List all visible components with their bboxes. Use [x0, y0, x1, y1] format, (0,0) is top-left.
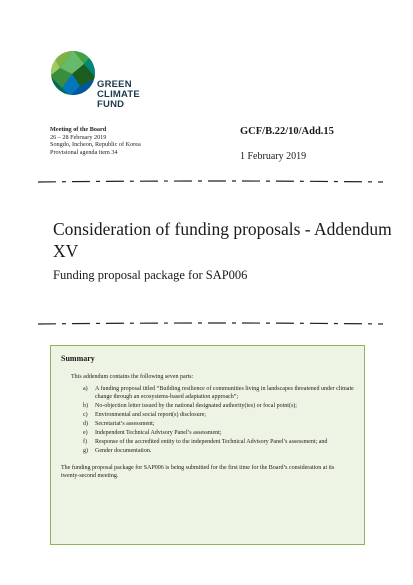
- page-subtitle: Funding proposal package for SAP006: [53, 268, 248, 282]
- bottom-divider: [38, 322, 383, 326]
- summary-intro: This addendum contains the following seven parts:: [71, 374, 194, 380]
- list-marker: f): [83, 438, 87, 445]
- list-text: Gender documentation.: [95, 447, 152, 454]
- list-text: A funding proposal titled “Building resilience of communities living in landscapes threatened under climate change through an ecosystems-based adaptation approach”;: [95, 386, 354, 400]
- logo-line-3: FUND: [97, 99, 125, 110]
- logo-wordmark: [97, 80, 140, 110]
- list-item: [83, 386, 354, 401]
- gcf-logo: [50, 50, 150, 110]
- list-marker: g): [83, 447, 88, 454]
- globe-icon: [50, 50, 96, 96]
- list-item: [83, 421, 354, 429]
- summary-box: [50, 345, 365, 545]
- meeting-location: Songdo, Incheon, Republic of Korea: [50, 141, 141, 149]
- agenda-item: Provisional agenda item 34: [50, 148, 118, 156]
- list-marker: e): [83, 429, 88, 436]
- summary-list: [83, 386, 354, 455]
- list-item: [83, 439, 354, 447]
- meeting-dates: 26 – 28 February 2019: [50, 133, 107, 141]
- list-marker: c): [83, 411, 88, 418]
- list-item: [83, 448, 354, 456]
- page-title: Consideration of funding proposals - Addendum XV: [53, 219, 392, 261]
- list-marker: a): [83, 386, 88, 392]
- top-divider: [38, 180, 383, 184]
- list-marker: d): [83, 420, 88, 427]
- list-text: No-objection letter issued by the national designated authority(ies) or focal point(s);: [95, 402, 297, 409]
- meeting-label: Meeting of the Board: [50, 126, 107, 133]
- document-date: 1 February 2019: [240, 151, 307, 162]
- list-item: [83, 412, 354, 420]
- summary-outro: The funding proposal package for SAP006 is being submitted for the first time for the Board’s consideration at its twenty-second meeting.: [61, 465, 335, 479]
- logo-line-1: GREEN: [97, 79, 132, 90]
- meeting-info: [50, 126, 141, 156]
- list-item: [83, 430, 354, 438]
- list-text: Independent Technical Advisory Panel’s assessment;: [95, 429, 222, 436]
- summary-heading: Summary: [61, 354, 95, 363]
- list-text: Secretariat’s assessment;: [95, 420, 155, 427]
- list-item: [83, 403, 354, 411]
- list-marker: b): [83, 402, 88, 409]
- logo-line-2: CLIMATE: [97, 89, 140, 100]
- list-text: Response of the accredited entity to the independent Technical Advisory Panel’s assessment; and: [95, 438, 328, 445]
- document-symbol: GCF/B.22/10/Add.15: [240, 126, 334, 137]
- list-text: Environmental and social report(s) disclosure;: [95, 411, 206, 418]
